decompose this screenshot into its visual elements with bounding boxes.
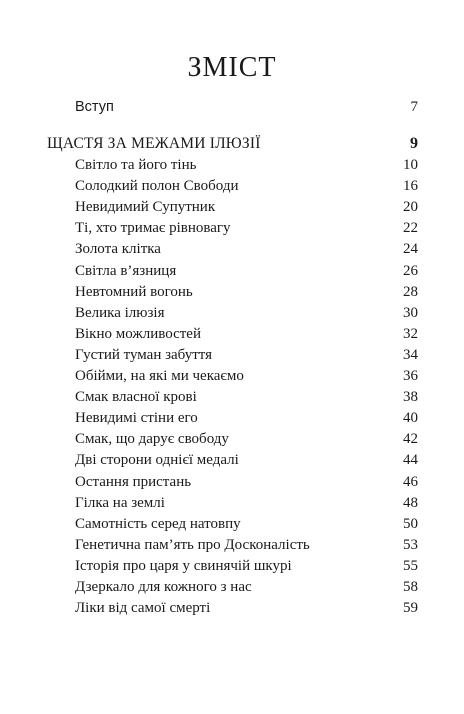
toc-entry-page: 20 (403, 199, 418, 216)
toc-entry-label: Велика ілюзія (75, 304, 165, 321)
toc-entry-page: 59 (403, 600, 418, 617)
toc-entry (0, 368, 464, 390)
toc-entry-label: Остання пристань (75, 473, 192, 490)
toc-entry-label: Гілка на землі (75, 494, 165, 511)
toc-entry (0, 431, 464, 453)
toc-entry-page: 16 (403, 178, 418, 195)
toc-entry-page: 44 (403, 452, 418, 469)
toc-entry-label: Густий туман забуття (75, 346, 213, 363)
toc-entry-label: Невидимі стіни его (75, 410, 198, 427)
toc-entry-label: Невидимий Супутник (75, 199, 216, 216)
toc-entry-label: Дзеркало для кожного з нас (75, 579, 252, 595)
toc-entry-page: 50 (403, 515, 418, 532)
toc-entry-label: Генетична пам’ять про Досконалість (75, 536, 310, 553)
toc-entry-label: Світло та його тінь (75, 157, 197, 173)
toc-entry-page: 58 (403, 579, 418, 595)
toc-section-page: 9 (410, 135, 418, 152)
toc-entry-page: 55 (403, 557, 418, 574)
toc-entry (0, 263, 464, 285)
toc-entry (0, 178, 464, 200)
toc-entry-intro (0, 99, 464, 121)
toc-entry (0, 579, 464, 601)
toc-entry (0, 537, 464, 559)
toc-entry-page: 38 (403, 389, 418, 406)
toc-entry-page: 32 (403, 325, 418, 342)
toc-entry (0, 600, 464, 622)
toc-entry-page: 48 (403, 494, 418, 511)
toc-entry-page: 42 (403, 431, 418, 448)
toc-entry (0, 326, 464, 348)
toc-entry-label: Світла в’язниця (75, 262, 177, 279)
toc-entry-label: Вступ (75, 99, 114, 115)
toc-entry-label: Золота клітка (75, 241, 161, 258)
toc-entry (0, 452, 464, 474)
toc-entry-page: 26 (403, 262, 418, 279)
page-title: ЗМІСТ (187, 52, 277, 83)
toc-entry-page: 40 (403, 410, 418, 427)
toc-entry (0, 347, 464, 369)
toc-entry (0, 157, 464, 179)
toc-section-label: ЩАСТЯ ЗА МЕЖАМИ ІЛЮЗІЇ (47, 135, 261, 152)
toc-entry (0, 410, 464, 432)
toc-entry-label: Ті, хто тримає рівновагу (75, 220, 231, 237)
toc-entry-page: 46 (403, 473, 418, 490)
toc-entry (0, 220, 464, 242)
toc-entry-label: Обійми, на які ми чекаємо (75, 368, 244, 384)
toc-entry-label: Дві сторони однієї медалі (75, 452, 239, 469)
toc-entry (0, 389, 464, 411)
toc-entry (0, 516, 464, 538)
toc-entry-page: 53 (403, 536, 418, 553)
toc-entry-page: 36 (403, 368, 418, 384)
toc-entry-page: 28 (403, 283, 418, 300)
toc-entry (0, 495, 464, 517)
toc-entry (0, 305, 464, 327)
toc-entry-page: 7 (410, 99, 418, 115)
toc-entry (0, 474, 464, 496)
toc-entry-page: 10 (403, 157, 418, 173)
toc-entry-label: Смак власної крові (75, 389, 197, 406)
toc-entry-page: 22 (403, 220, 418, 237)
toc-entry-label: Ліки від самої смерті (75, 600, 211, 617)
toc-entry (0, 199, 464, 221)
toc-entry-label: Смак, що дарує свободу (75, 431, 229, 448)
toc-entry-label: Солодкий полон Свободи (75, 178, 239, 195)
toc-entry-page: 30 (403, 304, 418, 321)
toc-entry-label: Самотність серед натовпу (75, 515, 241, 532)
toc-entry-label: Історія про царя у свинячій шкурі (75, 557, 292, 574)
toc-entry (0, 284, 464, 306)
toc-entry-page: 34 (403, 346, 418, 363)
toc-entry-page: 24 (403, 241, 418, 258)
toc-entry-label: Невтомний вогонь (75, 283, 193, 300)
toc-entry-label: Вікно можливостей (75, 325, 201, 342)
toc-section-heading (0, 135, 464, 157)
toc-entry (0, 241, 464, 263)
toc-entry (0, 558, 464, 580)
